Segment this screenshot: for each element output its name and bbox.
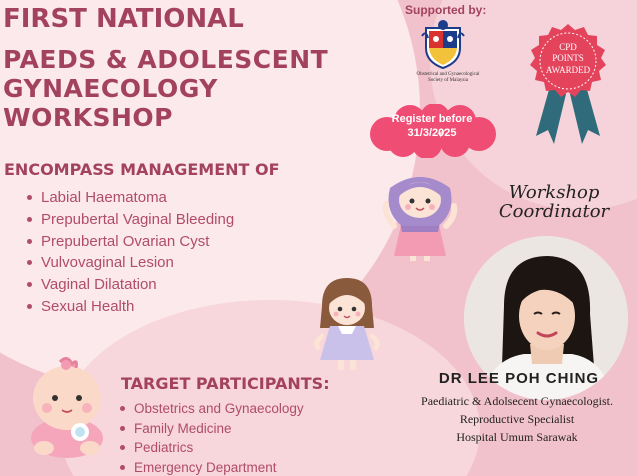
baby-illustration [18, 356, 116, 460]
cpd-line-1: CPD [559, 42, 577, 52]
list-item: Vulvovaginal Lesion [41, 252, 234, 274]
list-item: Vaginal Dilatation [41, 274, 234, 296]
coordinator-title-line-3: Hospital Umum Sarawak [456, 430, 578, 444]
register-line-2: 31/3/2025 [407, 126, 457, 139]
list-item: Obstetrics and Gynaecology [134, 399, 304, 419]
coordinator-title [398, 392, 636, 446]
cpd-line-2: POINTS [552, 53, 584, 64]
list-item: Pediatrics [134, 438, 304, 458]
society-crest-icon [420, 18, 466, 70]
target-list [134, 399, 304, 476]
list-item: Family Medicine [134, 419, 304, 439]
society-name-line-2: Society of Malaysia [428, 78, 468, 83]
coordinator-heading-line-2: Coordinator [498, 200, 610, 222]
coordinator-title-line-1: Paediatric & Adolsecent Gynaecologist. [421, 394, 613, 408]
cpd-line-3: AWARDED [545, 64, 591, 75]
list-item: Prepubertal Ovarian Cyst [41, 231, 234, 253]
register-line-1: Register before [391, 113, 473, 125]
list-item: Prepubertal Vaginal Bleeding [41, 209, 234, 231]
target-heading: TARGET PARTICIPANTS: [121, 374, 330, 393]
coordinator-name: DR LEE POH CHING [438, 370, 600, 387]
title-line-1: FIRST NATIONAL [3, 4, 244, 34]
workshop-coordinator-heading [494, 184, 614, 222]
society-name-line-1: Obstetrical and Gynaecological [416, 72, 480, 77]
hijab-girl-illustration [380, 170, 460, 262]
coordinator-title-line-2: Reproductive Specialist [459, 412, 575, 426]
title-line-3: GYNAECOLOGY [3, 74, 218, 103]
list-item: Labial Haematoma [41, 187, 234, 209]
society-name [408, 72, 488, 84]
list-item: Sexual Health [41, 296, 234, 318]
coordinator-heading-line-1: Workshop [508, 182, 600, 203]
encompass-list [41, 187, 234, 318]
title-line-2: PAEDS & ADOLESCENT [3, 45, 329, 74]
register-text [365, 113, 499, 141]
cpd-badge-text [535, 42, 601, 76]
title-line-4: WORKSHOP [3, 103, 173, 132]
supported-label: Supported by: [405, 3, 487, 17]
list-item: Emergency Department [134, 458, 304, 476]
girl-illustration [312, 276, 382, 372]
encompass-heading: ENCOMPASS MANAGEMENT OF [4, 160, 280, 179]
